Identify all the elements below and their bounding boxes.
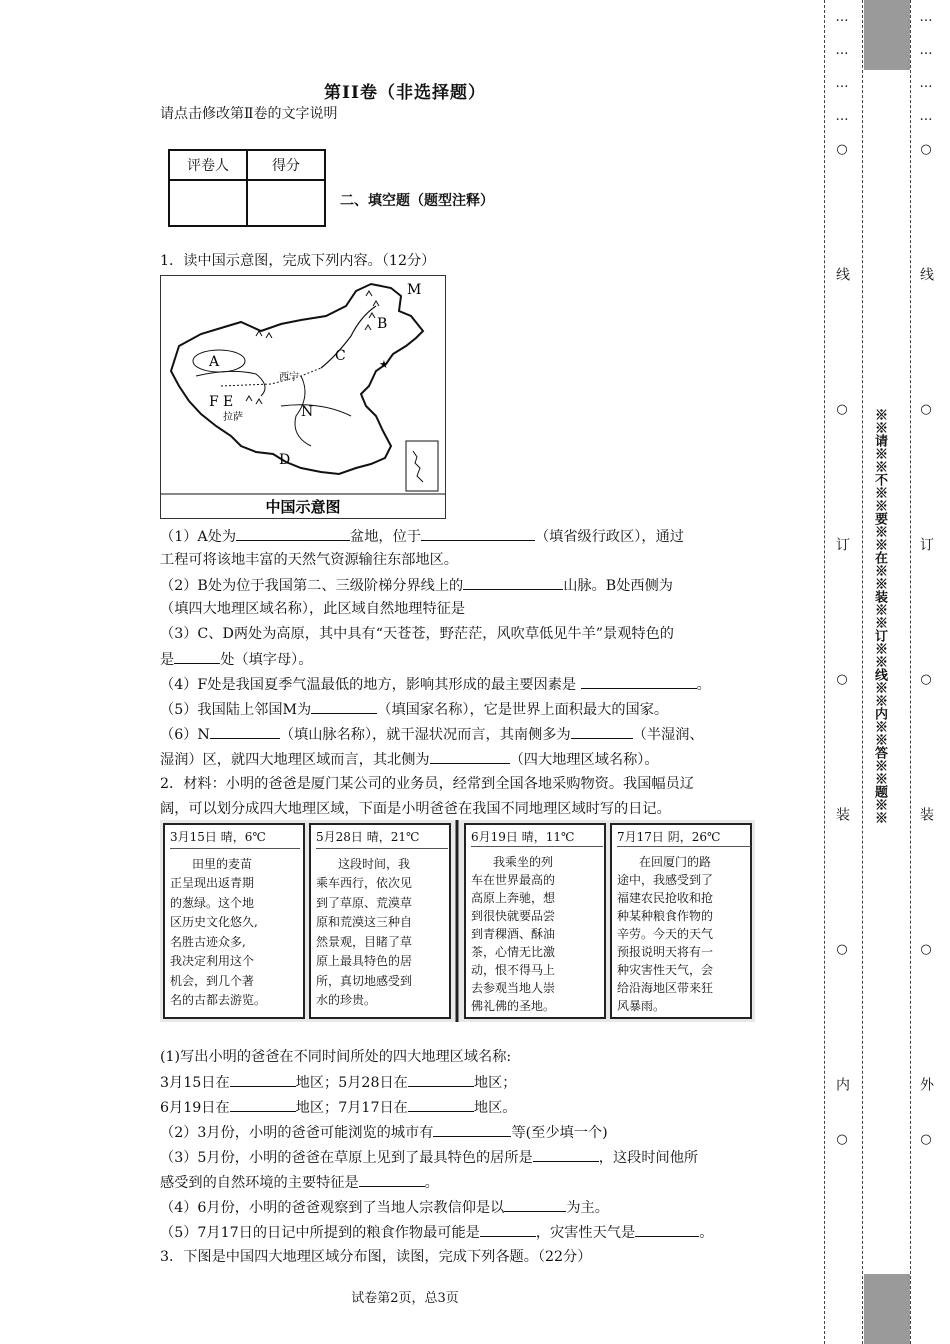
map-label-f: F xyxy=(209,394,219,410)
outer-circle: ○ xyxy=(920,402,932,417)
outer-zhuang: 装 xyxy=(918,807,934,822)
part2-note[interactable]: 请点击修改第Ⅱ卷的文字说明 xyxy=(160,106,338,122)
inner-zhuang: 装 xyxy=(834,807,850,822)
q1-blank-letter[interactable] xyxy=(174,649,220,664)
inner-circle: ○ xyxy=(836,142,848,157)
q2-sub1-line2: 6月19日在 地区；7月17日在 地区。 xyxy=(160,1097,516,1118)
binding-line-middle xyxy=(862,0,863,1344)
china-map-figure xyxy=(160,275,446,519)
q2-sub2: （2）3月份，小明的爸爸可能浏览的城市有 等(至少填一个) xyxy=(160,1122,608,1143)
inner-circle: ○ xyxy=(836,1132,848,1147)
diary-page-0315: 3月15日 晴，6℃ 田里的麦苗 正呈现出返青期 的葱绿。这个地 区历史文化悠久, 名胜古迹众多, 我决定利用这个 机会，到几个著 名的古都去游览。 xyxy=(170,828,300,1011)
outer-circle: ○ xyxy=(920,142,932,157)
q2-sub3-line1: （3）5月份，小明的爸爸在草原上见到了最具特色的居所是 ，这段时间他所 xyxy=(160,1147,698,1168)
inner-circle: ○ xyxy=(836,942,848,957)
q3-stem: 3．下图是中国四大地理区域分布图，读图，完成下列各题。（22分） xyxy=(160,1249,592,1265)
inner-nei: 内 xyxy=(834,1077,850,1092)
map-label-d: D xyxy=(279,452,291,468)
q1-blank-humidity[interactable] xyxy=(571,724,633,739)
q2-blank-crop[interactable] xyxy=(480,1222,536,1237)
inner-binding-column: … … … … ○ 线 ○ 订 ○ 装 ○ 内 ○ xyxy=(834,10,850,1147)
q1-part6-line2: 湿润）区，就四大地理区域而言，其北侧为 （四大地理区域名称）。 xyxy=(160,749,659,770)
section-title-part2: 第II卷（非选择题） xyxy=(324,83,486,103)
diary-page-0528: 5月28日 晴，21℃ 这段时间，我 乘车西行，依次见 到了草原、荒漠草 原和荒漠这三种自 然景观，目睹了草 原上最具特色的居 所，真切地感受到 水的珍贵。 xyxy=(316,828,448,1011)
diary-head-0717: 7月17日 阴，26℃ xyxy=(617,828,751,847)
q1-blank-province[interactable] xyxy=(421,526,535,541)
q1-blank-mountain-n[interactable] xyxy=(210,724,280,739)
q2-blank-environment[interactable] xyxy=(359,1172,425,1187)
map-label-m: M xyxy=(407,282,422,298)
q1-blank-basin[interactable] xyxy=(236,526,350,541)
q1-blank-country[interactable] xyxy=(311,699,377,714)
page-footer: 试卷第2页，总3页 xyxy=(351,1291,459,1306)
diary-head-0619: 6月19日 晴，11℃ xyxy=(471,828,603,847)
binding-line-right xyxy=(910,0,911,1344)
outer-ding: 订 xyxy=(918,537,934,552)
q2-blank-city[interactable] xyxy=(433,1122,511,1137)
q2-sub1-line1: 3月15日在 地区；5月28日在 地区； xyxy=(160,1072,516,1093)
q1-part3-line2: 是 处（填字母）。 xyxy=(160,649,312,670)
q2-blank-0717[interactable] xyxy=(408,1097,474,1112)
diary-page-0717: 7月17日 阴，26℃ 在回厦门的路 途中，我感受到了 福建农民抢收和抢 种某种粮食作物的 辛劳。今天的天气 预报说明天将有一 种灾害性天气，会 给沿海地区带来狂 风暴雨。 xyxy=(617,828,751,1015)
q2-blank-0315[interactable] xyxy=(230,1072,296,1087)
grader-score-table xyxy=(168,149,326,227)
q1-part5: （5）我国陆上邻国M为 （填国家名称），它是世界上面积最大的国家。 xyxy=(160,699,668,720)
map-label-b: B xyxy=(377,316,388,332)
score-header: 得分 xyxy=(247,150,325,180)
q2-sub4: （4）6月份，小明的爸爸观察到了当地人宗教信仰是以 为主。 xyxy=(160,1197,609,1218)
fill-blank-section-title: 二、填空题（题型注释） xyxy=(340,193,494,209)
outer-xian: 线 xyxy=(918,267,934,282)
inner-xian: 线 xyxy=(834,267,850,282)
map-label-n: N xyxy=(301,404,314,420)
q2-blank-0528[interactable] xyxy=(408,1072,474,1087)
q2-blank-0619[interactable] xyxy=(230,1097,296,1112)
q2-blank-religion[interactable] xyxy=(504,1197,566,1212)
binding-gray-top xyxy=(864,0,910,70)
outer-circle: ○ xyxy=(920,1132,932,1147)
outer-binding-column: … … … … ○ 线 ○ 订 ○ 装 ○ 外 ○ xyxy=(918,10,934,1147)
binding-warning: ※※请※※不※※要※※在※※装※※订※※线※※内※※答※※题※※ xyxy=(872,408,887,824)
q1-part1-line2: 工程可将该地丰富的天然气资源输往东部地区。 xyxy=(160,552,458,568)
diary-figure xyxy=(160,820,755,1022)
q2-stem-line1: 2．材料：小明的爸爸是厦门某公司的业务员，经常到全国各地采购物资。我国幅员辽 xyxy=(160,776,694,792)
q1-part1-line1: （1）A处为 盆地，位于 （填省级行政区），通过 xyxy=(160,526,684,547)
map-caption: 中国示意图 xyxy=(265,498,341,516)
outer-wai: 外 xyxy=(918,1077,934,1092)
diary-head-0315: 3月15日 晴，6℃ xyxy=(170,828,300,849)
q1-part2-line1: （2）B处为位于我国第二、三级阶梯分界线上的 山脉。B处西侧为 xyxy=(160,575,673,596)
outer-circle: ○ xyxy=(920,672,932,687)
q1-part6-line1: （6）N （填山脉名称），就干湿状况而言，其南侧多为 （半湿润、 xyxy=(160,724,704,745)
map-label-e: E xyxy=(223,394,234,410)
q1-blank-factor[interactable] xyxy=(581,674,697,689)
q1-part4: （4）F处是我国夏季气温最低的地方，影响其形成的最主要因素是 。 xyxy=(160,674,711,695)
q2-sub1: (1)写出小明的爸爸在不同时间所处的四大地理区域名称: xyxy=(160,1049,512,1065)
map-label-c: C xyxy=(335,348,346,364)
q2-sub5: （5）7月17日的日记中所提到的粮食作物最可能是 ，灾害性天气是 。 xyxy=(160,1222,713,1243)
svg-text:★: ★ xyxy=(379,358,389,371)
q2-blank-weather[interactable] xyxy=(635,1222,699,1237)
q1-blank-region[interactable] xyxy=(430,749,510,764)
grader-cell[interactable] xyxy=(169,180,247,226)
map-label-lhasa: 拉萨 xyxy=(223,412,243,423)
binding-line-left xyxy=(824,0,825,1344)
china-map-image xyxy=(161,276,445,518)
binding-gray-bottom xyxy=(864,1274,910,1344)
grader-header: 评卷人 xyxy=(169,150,247,180)
q1-stem: 1．读中国示意图，完成下列内容。（12分） xyxy=(160,253,436,269)
diary-head-0528: 5月28日 晴，21℃ xyxy=(316,828,448,849)
q1-part3-line1: （3）C、D两处为高原，其中具有“天苍苍，野茫茫，风吹草低见牛羊”景观特色的 xyxy=(160,626,674,642)
q2-sub3-line2: 感受到的自然环境的主要特征是 。 xyxy=(160,1172,439,1193)
q1-part2-line2: （填四大地理区域名称），此区域自然地理特征是 xyxy=(160,601,466,617)
map-label-a: A xyxy=(209,354,220,370)
diary-page-0619: 6月19日 晴，11℃ 我乘坐的列 车在世界最高的 高原上奔驰，想 到很快就要品尝 到青稞酒、酥油 茶，心情无比激 动，恨不得马上 去参观当地人崇 佛礼佛的圣地。 xyxy=(471,828,603,1015)
inner-circle: ○ xyxy=(836,672,848,687)
inner-ding: 订 xyxy=(834,537,850,552)
q2-stem-line2: 阔，可以划分成四大地理区域，下面是小明爸爸在我国不同地理区域时写的日记。 xyxy=(160,801,671,817)
score-cell[interactable] xyxy=(247,180,325,226)
q1-blank-mountain-b[interactable] xyxy=(463,575,563,590)
inner-circle: ○ xyxy=(836,402,848,417)
outer-circle: ○ xyxy=(920,942,932,957)
map-label-xining: 西宁 xyxy=(279,372,299,383)
q2-blank-dwelling[interactable] xyxy=(533,1147,599,1162)
